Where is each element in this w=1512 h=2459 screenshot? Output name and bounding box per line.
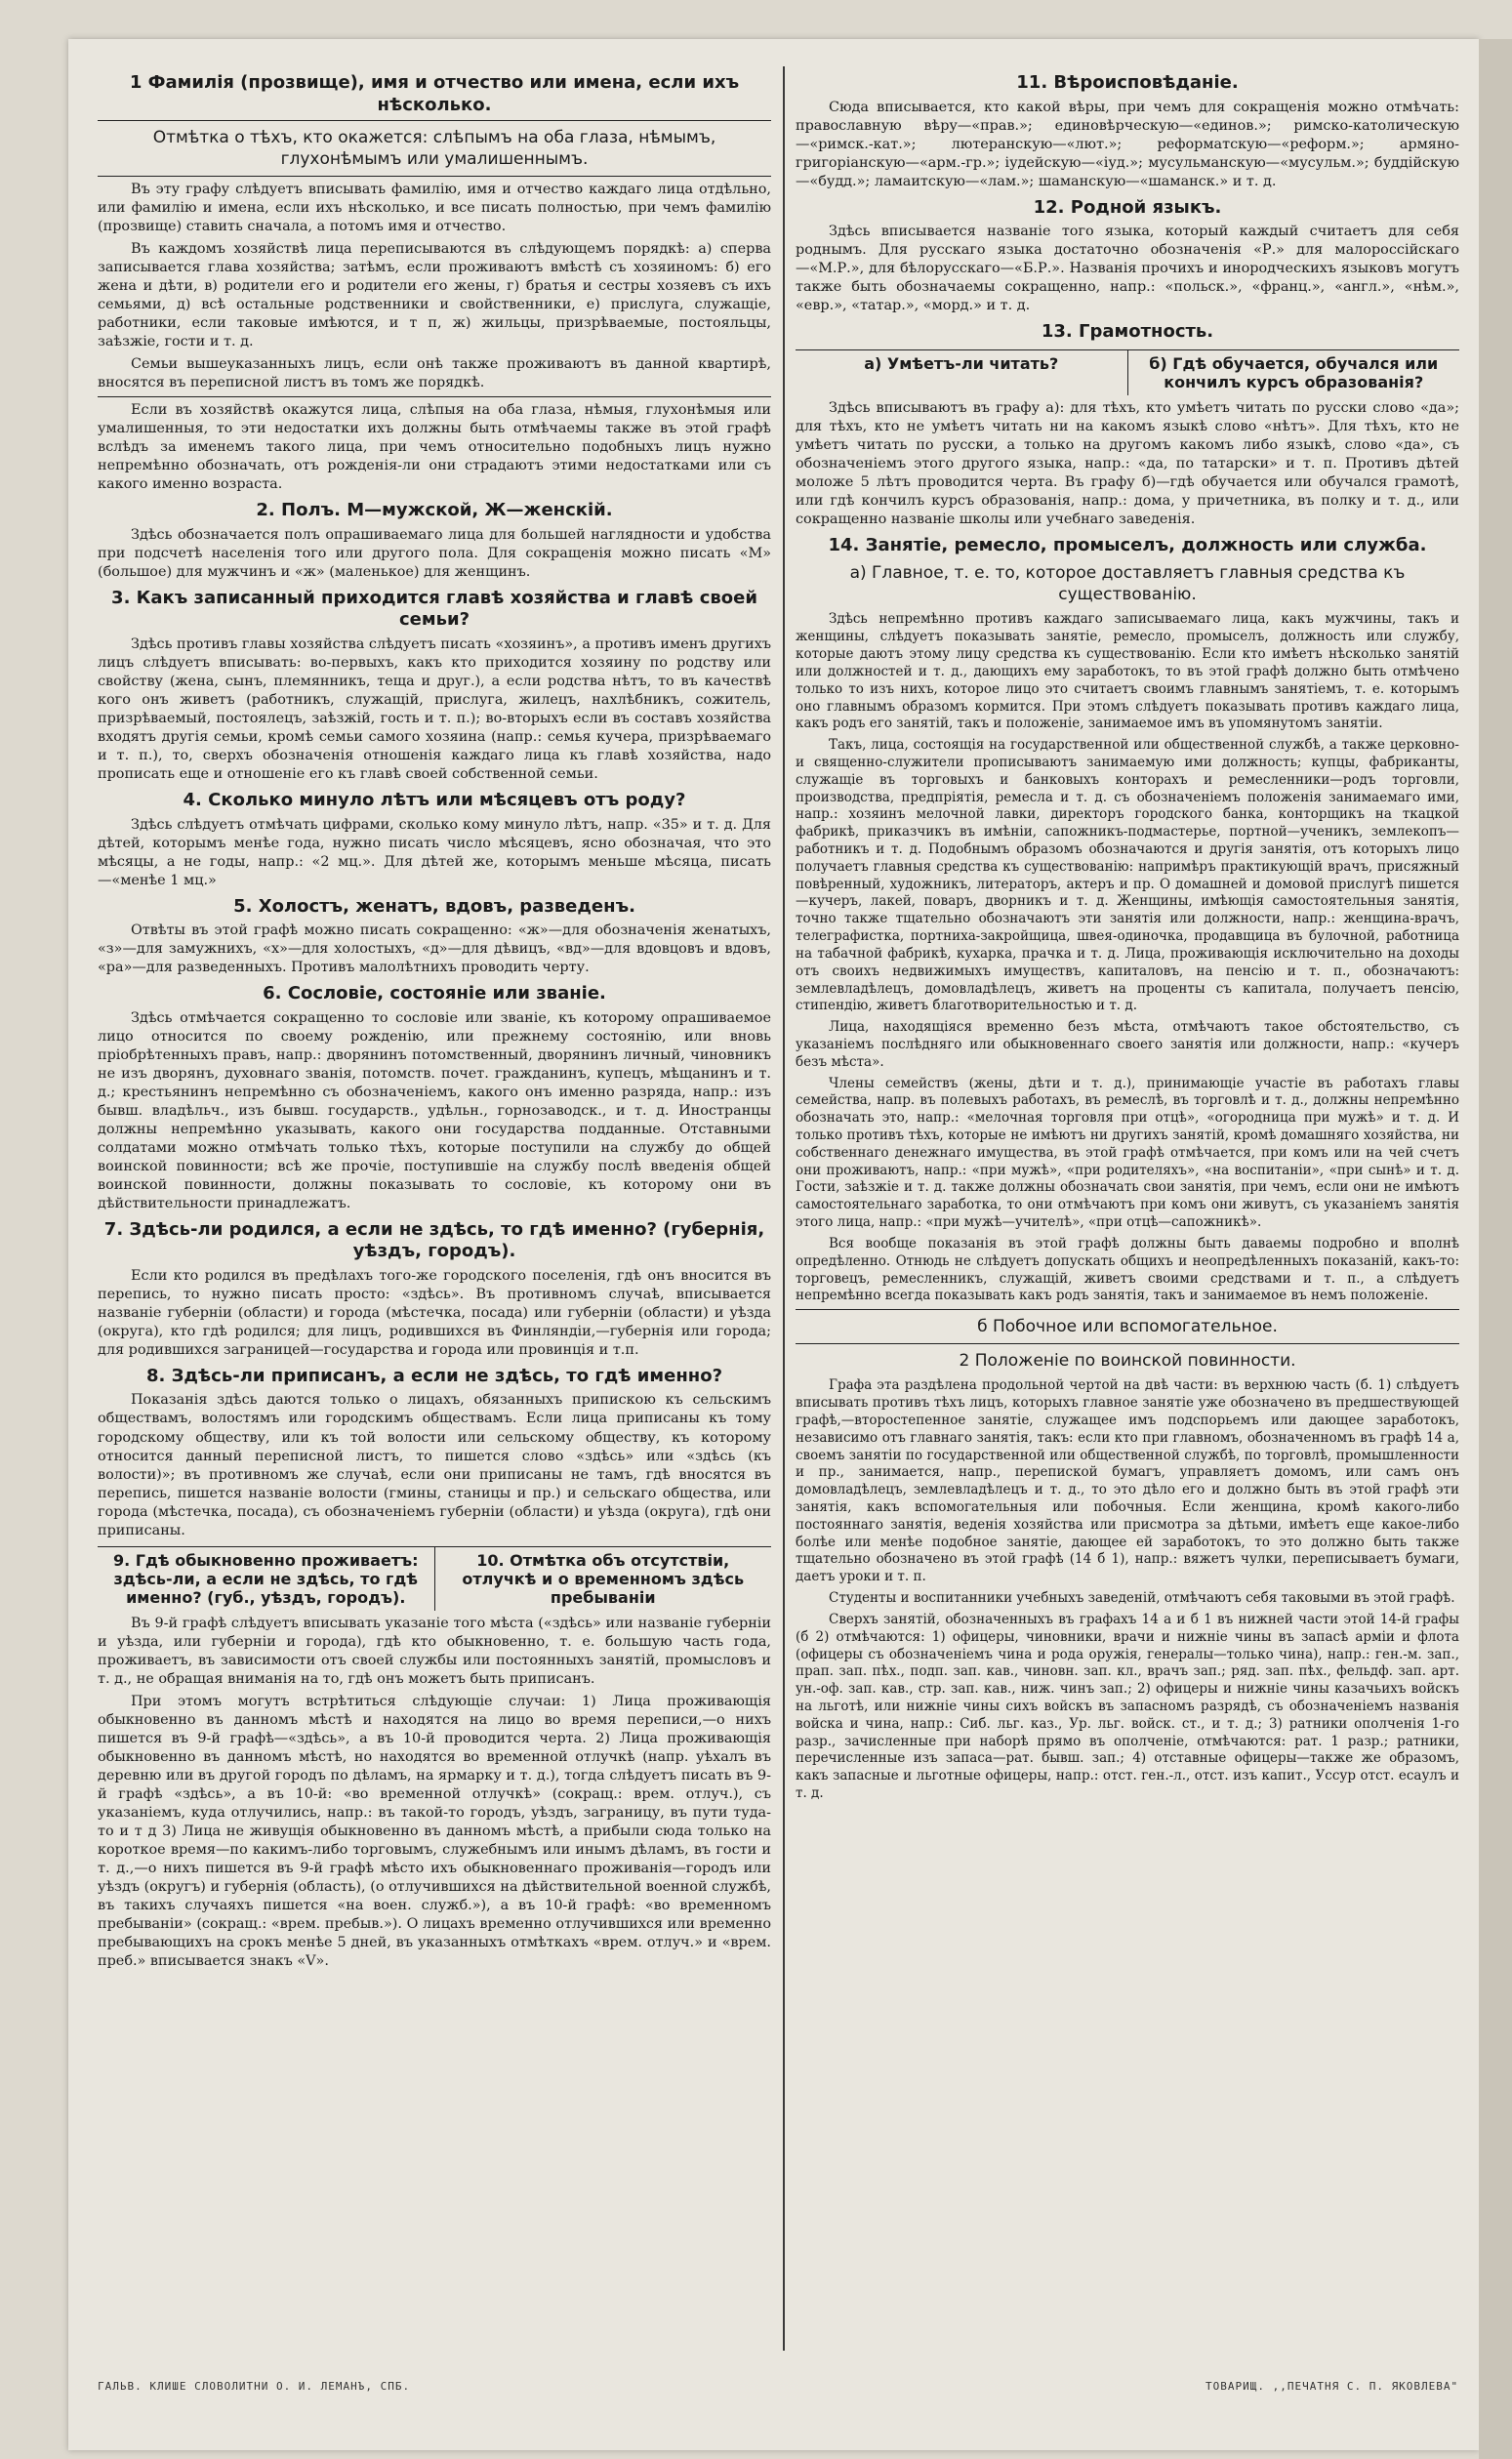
heading-7: 7. Здѣсь-ли родился, а если не здѣсь, то гдѣ именно? (губернія, уѣздъ, городъ). <box>103 1218 765 1262</box>
heading-14a: а) Главное, т. е. то, которое доставляетъ главныя средства къ существованію. <box>849 563 1406 605</box>
page-edge-strip <box>1479 39 1512 2459</box>
divider <box>98 396 771 397</box>
printer-credit-left: ГАЛЬВ. КЛИШЕ СЛОВОЛИТНИ О. И. ЛЕМАНЪ, СПБ. <box>98 2380 411 2393</box>
paragraph: Такъ, лица, состоящія на государственной или общественной службѣ, а также церковно- и священно-служители прописываютъ занимаемую ими должность; купцы, фабриканты, служащіе въ торговыхъ и банковыхъ конторахъ и ремесленники—родъ торговли, производства, предпріятія, ремесла и т. д. съ обозначеніемъ положенія занимаемаго ими, напр.: хозяинъ мелочной лавки, директоръ городского банка, конторщикъ на ткацкой фабрикѣ, приказчикъ въ имѣніи, сапожникъ-подмастерье, портной—ученикъ, землекопъ—работникъ и т. д. Подобнымъ образомъ обозначаются и другія занятія, отъ которыхъ лицо получаетъ главныя средства къ существованію: напримѣръ практикующій врачъ, присяжный повѣренный, художникъ, литераторъ, актеръ и пр. О домашней и домовой прислугѣ пишется—кучеръ, лакей, поваръ, дворникъ и т. д. Женщины, имѣющія самостоятельныя занятія, точно также тщательно обозначаютъ эти занятія или должности, напр.: женщина-врачъ, телеграфистка, портниха-закройщица, швея-одиночка, продавщица въ булочной, работница на табачной фабрикѣ, кухарка, прачка и т. д. Лица, проживающія исключительно на доходы отъ своихъ недвижимыхъ имуществъ, капиталовъ, на пенсію и т. п., обозначаютъ: землевладѣлецъ, домовладѣлецъ, живетъ на проценты съ капитала, получаетъ пенсію, стипендію, живетъ благотворительностью и т. д. <box>796 737 1459 1014</box>
paragraph: Здѣсь обозначается полъ опрашиваемаго лица для большей наглядности и удобства при подсчетѣ населенія того или другого пола. Для сокращенія можно писать «М» (большое) для мужчинъ и «ж» (маленькое) для женщинъ. <box>98 526 771 580</box>
paragraph: Показанія здѣсь даются только о лицахъ, обязанныхъ припискою къ сельскимъ обществамъ, волостямъ или городскимъ обществамъ. Если лица приписаны къ тому городскому обществу, или къ той волости или сельскому обществу, къ которому относится данный переписной листъ, то пишется слово «здѣсь» или «здѣсь (къ волости)»; въ противномъ же случаѣ, если они приписаны не тамъ, гдѣ вносятся въ перепись, пишется названіе волости (гмины, станицы и пр.) и сельскаго общества, или города (мѣстечка, посада), съ обозначеніемъ губерніи (области) и уѣзда (округа), гдѣ они приписаны. <box>98 1392 771 1538</box>
divider <box>796 1343 1459 1344</box>
paragraph: Здѣсь противъ главы хозяйства слѣдуетъ писать «хозяинъ», а противъ именъ другихъ лицъ слѣдуетъ вписывать: во-первыхъ, какъ кто приходится хозяину по родству или свойству (жена, сынъ, племянникъ, теща и друг.), а если родства нѣтъ, то въ качествѣ кого онъ живетъ (работникъ, служащій, прислуга, жилецъ, нахлѣбникъ, сожитель, призрѣваемый, постоялецъ, заѣзжій, гость и т. п.); во-вторыхъ если въ составъ хозяйства входятъ другія семьи, кромѣ семьи самого хозяина (напр.: семья кучера, призрѣваемаго и т. п.), то, сверхъ обозначенія отношенія каждаго лица къ главѣ хозяйства, надо прописать еще и отношеніе его къ главѣ своей собственной семьи. <box>98 635 771 783</box>
heading-14: 14. Занятіе, ремесло, промыселъ, должность или служба. <box>828 534 1427 555</box>
paragraph: Сверхъ занятій, обозначенныхъ въ графахъ 14 а и б 1 въ нижней части этой 14-й графы (б 2) отмѣчаются: 1) офицеры, чиновники, врачи и нижніе чины въ запасѣ арміи и флота (офицеры съ обозначеніемъ чина и рода оружія, генералы—только чина), напр.: ген.-м. зап., прап. зап. пѣх., подп. зап. кав., чиновн. зап. кл., врачъ зап.; ряд. зап. пѣх., фельдф. зап. арт. ун.-оф. зап. кав., стр. зап. кав., ниж. чинъ зап.; 2) офицеры и нижніе чины казачьихъ войскъ на льготѣ, или нижніе чины сихъ войскъ въ запасномъ разрядѣ, съ обозначеніемъ названія войска и чина, напр.: Сиб. льг. каз., Ур. льг. войск. ст., и т. д.; 3) ратники ополченія 1-го разр., зачисленные при наборѣ прямо въ ополченіе, отмѣчаются: рат. 1 разр.; ратники, перечисленные изъ запаса—рат. бывш. зап.; 4) отставные офицеры—также же образомъ, какъ запасные и льготные офицеры, напр.: отст. ген.-л., отст. изъ капит., Уссур отст. есаулъ и т. д. <box>796 1611 1459 1802</box>
paragraph: Вся вообще показанія въ этой графѣ должны быть даваемы подробно и вполнѣ опредѣленно. Отнюдь не слѣдуетъ допускать общихъ и неопредѣленныхъ показаній, какъ-то: торговецъ, ремесленникъ, служащій, живетъ своими средствами и т. п., а слѣдуетъ непремѣнно всегда показывать какъ родъ занятія, такъ и занимаемое въ немъ положеніе. <box>796 1235 1459 1304</box>
heading-12: 12. Родной языкъ. <box>1033 196 1222 218</box>
paragraph: Если въ хозяйствѣ окажутся лица, слѣпыя на оба глаза, нѣмыя, глухонѣмыя или умалишенныя, то эти недостатки ихъ должны быть отмѣчаемы также въ этой графѣ вслѣдъ за именемъ такого лица, при чемъ относительно подобныхъ лицъ нужно непремѣнно обозначать, отъ рожденія-ли они страдаютъ этими недостатками или съ какого именно возраста. <box>98 402 771 493</box>
paragraph: Въ эту графу слѣдуетъ вписывать фамилію, имя и отчество каждаго лица отдѣльно, или фамилію и имена, если ихъ нѣсколько, и все писать полностью, при чемъ фамилію (прозвище) ставить сначала, а потомъ имя и отчество. <box>98 182 771 235</box>
paragraph: Студенты и воспитанники учебныхъ заведеній, отмѣчаютъ себя таковыми въ этой графѣ. <box>829 1590 1455 1607</box>
heading-14b: б Побочное или вспомогательное. <box>977 1317 1278 1337</box>
heading-3: 3. Какъ записанный приходится главѣ хозяйства и главѣ своей семьи? <box>111 587 757 631</box>
paragraph: Члены семействъ (жены, дѣти и т. д.), принимающіе участіе въ работахъ главы семейства, напр. въ полевыхъ работахъ, въ ремеслѣ, въ торговлѣ и т. д., должны непремѣнно обозначать это, напр.: «мелочная торговля при отцѣ», «огородница при мужѣ» и т. д. И только противъ тѣхъ, которые не имѣютъ ни другихъ занятій, кромѣ домашняго хозяйства, ни собственнаго денежнаго имущества, въ этой графѣ отмѣчается, при комъ или на чей счетъ они проживаютъ, напр.: «при мужѣ», «при родителяхъ», «на воспитаніи», «при сынѣ» и т. д. Гости, заѣзжіе и т. д. также должны обозначать свои занятія, при чемъ, если они не имѣютъ самостоятельнаго заработка, то они отмѣчаютъ при комъ они живутъ, съ указаніемъ занятія этого лица, напр.: «при мужѣ—учителѣ», «при отцѣ—сапожникѣ». <box>796 1075 1459 1231</box>
heading-10: 10. Отмѣтка объ отсутствіи, отлучкѣ и о временномъ здѣсь пребываніи <box>434 1547 772 1611</box>
printer-credit-right: ТОВАРИЩ. ,,ПЕЧАТНЯ С. П. ЯКОВЛЕВА" <box>1206 2380 1459 2393</box>
paragraph: При этомъ могутъ встрѣтиться слѣдующіе случаи: 1) Лица проживающія обыкновенно въ данномъ мѣстѣ и находятся на лицо во время переписи,—о нихъ пишется въ 9-й графѣ—«здѣсь», а въ 10-й проводится черта. 2) Лица проживающія обыкновенно въ данномъ мѣстѣ, но находятся во временной отлучкѣ (напр. уѣхалъ въ деревню или въ другой городъ по дѣламъ, на ярмарку и т. д.), тогда слѣдуетъ писать въ 9-й графѣ «здѣсь», а въ 10-й: «во временной отлучкѣ» (сокращ.: врем. отлуч.), съ указаніемъ, куда отлучились, напр.: въ такой-то городъ, уѣздъ, заграницу, въ пути туда-то и т д 3) Лица не живущія обыкновенно въ данномъ мѣстѣ, а прибыли сюда только на короткое время—по какимъ-либо торговымъ, служебнымъ или инымъ дѣламъ, въ гости и т. д.,—о нихъ пишется въ 9-й графѣ мѣсто ихъ обыкновеннаго проживанія—городъ или уѣздъ (округъ) и губернія (область), (о отлучившихся на дѣйствительной военной службѣ, въ такихъ случаяхъ пишется «на воен. служб.»), а въ 10-й графѣ: «во временномъ пребываніи» (сокращ.: «врем. пребыв.»). О лицахъ временно отлучившихся или временно пребывающихъ на срокъ менѣе 5 дней, въ указанныхъ отмѣткахъ «врем. отлуч.» и «врем. преб.» вписывается знакъ «V». <box>98 1693 771 1969</box>
paragraph: Здѣсь слѣдуетъ отмѣчать цифрами, сколько кому минуло лѣтъ, напр. «35» и т. д. Для дѣтей, которымъ менѣе года, нужно писать число мѣсяцевъ, ясно обозначая, что это мѣсяцы, а не годы, напр.: «2 мц.». Для дѣтей же, которымъ меньше мѣсяца, писать—«менѣе 1 мц.» <box>98 816 771 888</box>
heading-1: 1 Фамилія (прозвище), имя и отчество или имена, если ихъ нѣсколько. <box>129 72 740 115</box>
heading-13b: б) Гдѣ обучается, обучался или кончилъ курсъ образованія? <box>1127 350 1460 395</box>
heading-9: 9. Гдѣ обыкновенно проживаетъ: здѣсь-ли, а если не здѣсь, то гдѣ именно? (губ., уѣздъ, городъ). <box>112 1550 419 1607</box>
right-column <box>796 66 1459 2360</box>
heading-13-row <box>796 349 1459 395</box>
paragraph: Сюда вписывается, кто какой вѣры, при чемъ для сокращенія можно отмѣчать: православную вѣру—«прав.»; единовѣрческую—«единов.»; римско-католическую—«римск.-кат.»; лютеранскую—«лют.»; реформатскую—«реформ.»; армяно-григоріанскую—«арм.-гр.»; іудейскую—«іуд.»; мусульманскую—«мусульм.»; буддійскую—«будд.»; ламаитскую—«лам.»; шаманскую—«шаманск.» и т. д. <box>796 99 1459 189</box>
paragraph: Если кто родился въ предѣлахъ того-же городского поселенія, гдѣ онъ вносится въ перепись, то нужно писать просто: «здѣсь». Въ противномъ случаѣ, вписывается названіе губерніи (области) и города (мѣстечка, посада) или губерніи (области) и уѣзда (округа), кто гдѣ родился; для лицъ, родившихся въ Финляндіи,—губернія или города; для родившихся заграницей—государства и города или провинція и т.п. <box>98 1267 771 1358</box>
divider <box>98 176 771 177</box>
heading-5: 5. Холостъ, женатъ, вдовъ, разведенъ. <box>233 895 635 917</box>
paragraph: Здѣсь вписываютъ въ графу а): для тѣхъ, кто умѣетъ читать по русски слово «да»; для тѣхъ, кто не умѣетъ читать ни на какомъ языкѣ слово «нѣтъ». Для тѣхъ, кто не умѣетъ читать по русски, а только на другомъ какомъ либо языкѣ, слово «да», съ обозначеніемъ этого другого языка, напр.: «да, по татарски» и т. п. Противъ дѣтей моложе 5 лѣтъ проводится черта. Въ графу б)—гдѣ обучается или обучался грамотѣ, или гдѣ кончилъ курсъ образованія, напр.: дома, у причетника, въ полку и т. д., или сокращенно названіе школы или учебнаго заведенія. <box>796 399 1459 527</box>
paragraph: Лица, находящіяся временно безъ мѣста, отмѣчаютъ такое обстоятельство, съ указаніемъ послѣдняго или обыкновеннаго своего занятія или должности, напр.: «кучеръ безъ мѣста». <box>796 1019 1459 1070</box>
divider <box>796 1309 1459 1310</box>
paragraph: Семьи вышеуказанныхъ лицъ, если онѣ также проживаютъ въ данной квартирѣ, вносятся въ переписной листъ въ томъ же порядкѣ. <box>98 356 771 391</box>
heading-9-10-row <box>98 1546 771 1611</box>
divider <box>98 120 771 121</box>
heading-2: 2. Полъ. М—мужской, Ж—женскій. <box>256 500 613 521</box>
heading-4: 4. Сколько минуло лѣтъ или мѣсяцевъ отъ роду? <box>183 790 686 811</box>
heading-8: 8. Здѣсь-ли приписанъ, а если не здѣсь, то гдѣ именно? <box>145 1365 723 1386</box>
census-instruction-sheet <box>68 39 1479 2450</box>
paragraph: Графа эта раздѣлена продольной чертой на двѣ части: въ верхнюю часть (б. 1) слѣдуетъ вписывать противъ тѣхъ лицъ, которыхъ главное занятіе уже обозначено въ предшествующей графѣ,—второстепенное занятіе, служащее имъ подспорьемъ или дающее заработокъ, независимо отъ главнаго занятія, такъ: если кто при главномъ, обозначенномъ въ графѣ 14 а, своемъ занятіи по государственной или общественной службѣ, по торговлѣ, промышленности и пр., занимается, напр., перепиской бумагъ, управляетъ домомъ, или самъ онъ домовладѣлецъ, землевладѣлецъ и т. д., то это дѣло его и должно быть въ этой графѣ эти занятія, какъ вспомогательныя или побочныя. Если женщина, кромѣ какого-либо постояннаго занятія, веденія хозяйства или присмотра за дѣтьми, имѣетъ еще какое-либо болѣе или менѣе подобное занятіе, дающее ей заработокъ, то это должно быть также тщательно обозначено въ этой графѣ (14 б 1), напр.: вяжетъ чулки, переписываетъ бумаги, даетъ уроки и т. п. <box>796 1377 1459 1585</box>
paragraph: Здѣсь вписывается названіе того языка, который каждый считаетъ для себя роднымъ. Для русскаго языка достаточно обозначенія «Р.» для малороссійскаго—«М.Р.», для бѣлорусскаго—«Б.Р.». Названія прочихъ и инородческихъ языковъ могутъ также быть обозначаемы сокращенно, напр.: «польск.», «франц.», «англ.», «нѣм.», «евр.», «татар.», «морд.» и т. д. <box>796 224 1459 314</box>
column-divider <box>783 66 785 2351</box>
left-column <box>98 66 771 2360</box>
paragraph: Въ 9-й графѣ слѣдуетъ вписывать указаніе того мѣста («здѣсь» или названіе губерніи и уѣзда, или губерніи и города), гдѣ кто обыкновенно, т. е. большую часть года, проживаетъ, въ зависимости отъ своей службы или постоянныхъ занятій, промысловъ и т. д., не обращая вниманія на то, гдѣ онъ можетъ быть приписанъ. <box>98 1615 771 1687</box>
heading-13a: а) Умѣетъ-ли читать? <box>864 353 1059 373</box>
heading-11: 11. Вѣроисповѣданіе. <box>1016 72 1239 93</box>
heading-13: 13. Грамотность. <box>1041 321 1214 343</box>
heading-1-sub: Отмѣтка о тѣхъ, кто окажется: слѣпымъ на оба глаза, нѣмымъ, глухонѣмымъ или умалишеннымъ. <box>152 128 716 170</box>
paragraph: Отвѣты въ этой графѣ можно писать сокращенно: «ж»—для обозначенія женатыхъ, «з»—для замужнихъ, «х»—для холостыхъ, «д»—для дѣвицъ, «вд»—для вдовцовъ и вдовъ, «ра»—для разведенныхъ. Противъ малолѣтнихъ проводить черту. <box>98 922 771 976</box>
paragraph: Здѣсь непремѣнно противъ каждаго записываемаго лица, какъ мужчины, такъ и женщины, слѣдуетъ показывать занятіе, ремесло, промыселъ, должность или службу, которые даютъ этому лицу средства къ существованію. Если кто имѣетъ нѣсколько занятій или должностей и т. д., дающихъ ему заработокъ, то въ этой графѣ должно быть отмѣчено только то изъ нихъ, которое лицо это считаетъ своимъ главнымъ занятіемъ, т. е. которымъ оно главнымъ образомъ кормится. При этомъ слѣдуетъ показывать противъ каждаго лица, какъ родъ его занятій, такъ и положеніе, занимаемое имъ въ упомянутомъ занятіи. <box>796 611 1459 732</box>
heading-6: 6. Сословіе, состояніе или званіе. <box>263 983 606 1004</box>
heading-14c: 2 Положеніе по воинской повинности. <box>959 1351 1296 1372</box>
paragraph: Въ каждомъ хозяйствѣ лица переписываются въ слѣдующемъ порядкѣ: а) сперва записывается глава хозяйства; затѣмъ, если проживаютъ вмѣстѣ съ хозяиномъ: б) его жена и дѣти, в) родители его и родители его жены, г) братья и сестры хозяевъ съ ихъ семьями, д) всѣ остальные родственники и свойственники, е) прислуга, служащіе, работники, если таковые имѣются, и т п, ж) жильцы, призрѣваемые, постояльцы, заѣзжіе, гости и т. д. <box>98 241 771 350</box>
paragraph: Здѣсь отмѣчается сокращенно то сословіе или званіе, къ которому опрашиваемое лицо относится по своему рожденію, или прежнему состоянію, или вновь пріобрѣтенныхъ правъ, напр.: дворянинъ потомственный, дворянинъ личный, чиновникъ не изъ дворянъ, духовнаго званія, потомств. почет. гражданинъ, купецъ, мѣщанинъ и т. д.; крестьянинъ непремѣнно съ обозначеніемъ, какого онъ именно разряда, напр.: изъ бывш. владѣльч., изъ бывш. государств., удѣльн., горнозаводск., и т. д. Иностранцы должны непремѣнно указывать, какого они государства подданные. Отставными солдатами можно отмѣчать только тѣхъ, которые поступили на службу до общей воинской повинности; всѣ же прочіе, поступившіе на службу послѣ введенія общей воинской повинности, должны показывать то сословіе, къ которому они въ дѣйствительности принадлежатъ. <box>98 1009 771 1211</box>
